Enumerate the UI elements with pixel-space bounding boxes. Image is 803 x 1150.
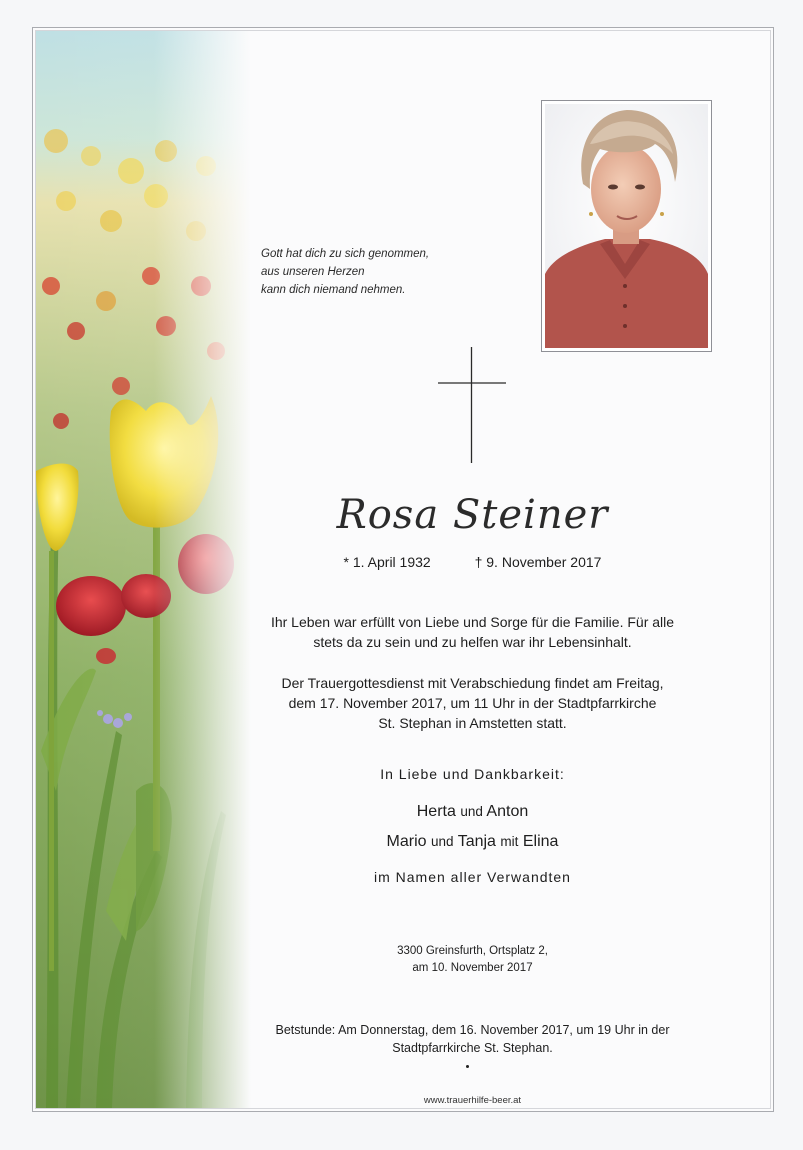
quote-line: aus unseren Herzen — [261, 266, 365, 278]
text-line: 3300 Greinsfurth, Ortsplatz 2, — [397, 945, 548, 957]
conjunction: und — [431, 834, 454, 849]
text-line: stets da zu sein und zu helfen war ihr Lebensinhalt. — [313, 634, 632, 650]
text-line: Ihr Leben war erfüllt von Liebe und Sorge für die Familie. Für alle — [270, 614, 675, 630]
portrait-photo — [545, 104, 708, 348]
cross-icon — [438, 347, 506, 463]
portrait-photo-frame — [541, 100, 712, 352]
mourner-name: Mario — [386, 833, 427, 850]
prayer-hour — [250, 1021, 695, 1057]
conjunction: und — [460, 804, 483, 819]
conjunction: mit — [500, 834, 519, 849]
relatives-note: im Namen aller Verwandten — [374, 869, 571, 885]
text-line: dem 17. November 2017, um 11 Uhr in der Stadtpfarrkirche — [288, 695, 657, 711]
quote-line: kann dich niemand nehmen. — [261, 284, 406, 296]
quote-line: Gott hat dich zu sich genommen, — [261, 248, 430, 260]
text-line: Stadtpfarrkirche St. Stephan. — [392, 1041, 553, 1055]
website-link[interactable]: www.trauerhilfe-beer.at — [423, 1095, 522, 1106]
tulip-meadow-image — [36, 31, 251, 1108]
mourner-name: Anton — [486, 803, 529, 820]
mourner-name: Tanja — [457, 833, 496, 850]
mourner-name: Herta — [416, 803, 456, 820]
text-line: am 10. November 2017 — [412, 962, 533, 974]
text-line: St. Stephan in Amstetten statt. — [378, 715, 567, 731]
text-line: Betstunde: Am Donnerstag, dem 16. November 2017, um 19 Uhr in der — [275, 1023, 670, 1037]
place-and-date — [250, 943, 695, 977]
mourner-name: Elina — [522, 833, 559, 850]
life-description — [250, 612, 695, 652]
death-date: † 9. November 2017 — [474, 554, 602, 570]
birth-date: * 1. April 1932 — [343, 554, 431, 570]
life-dates — [250, 554, 695, 570]
dot-separator — [466, 1065, 469, 1068]
service-announcement — [250, 673, 695, 733]
mourners-line-1 — [250, 803, 695, 821]
quote — [261, 245, 521, 299]
deceased-name: Rosa Steiner — [336, 492, 609, 538]
text-line: Der Trauergottesdienst mit Verabschiedung findet am Freitag, — [281, 675, 664, 691]
thanks-intro: In Liebe und Dankbarkeit: — [380, 766, 565, 782]
mourners-line-2 — [250, 833, 695, 851]
